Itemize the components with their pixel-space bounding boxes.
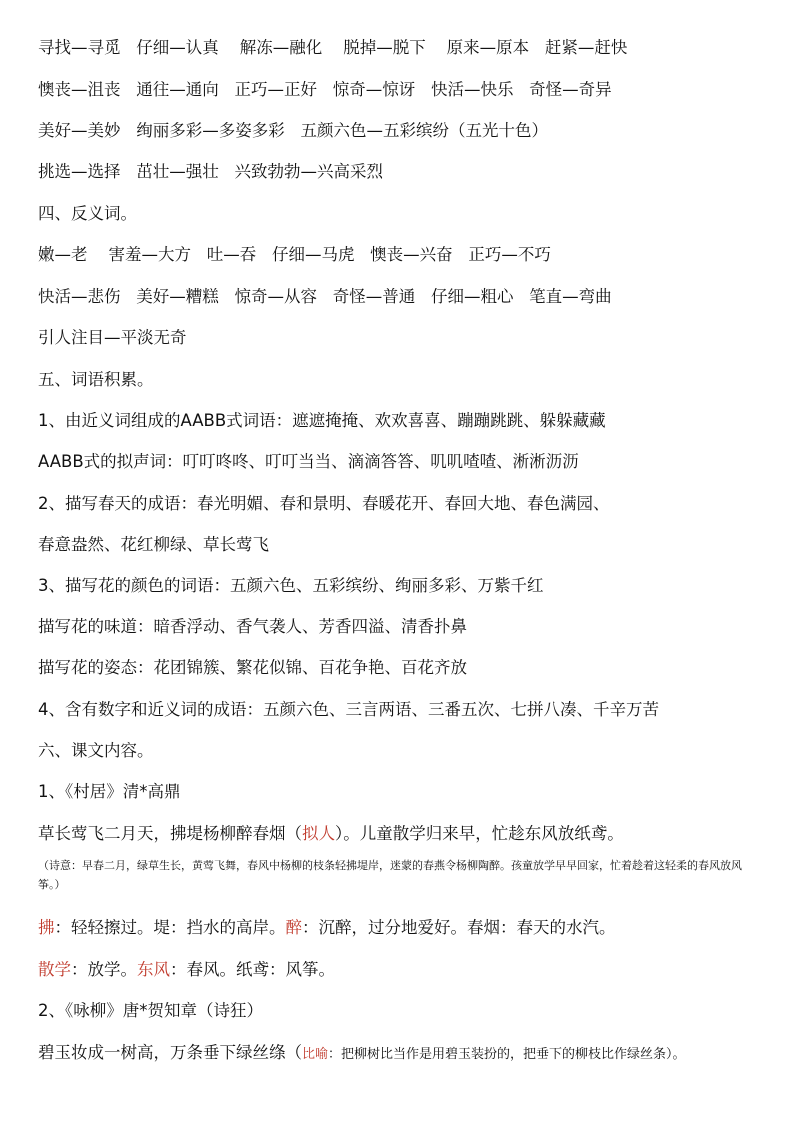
text: 1、由近义词组成的AABB式词语：遮遮掩掩、欢欢喜喜、蹦蹦跳跳、躲躲藏藏 xyxy=(38,411,606,430)
vocab-line-7 xyxy=(38,656,784,680)
rhetoric-label: 比喻 xyxy=(302,1047,329,1062)
text: 描写花的味道：暗香浮动、香气袭人、芳香四溢、清香扑鼻 xyxy=(38,617,467,636)
section-heading-lessons xyxy=(38,739,784,763)
text: 2、《咏柳》唐*贺知章（诗狂） xyxy=(38,1001,263,1020)
text: ：放学。 xyxy=(71,960,137,979)
vocab-line-1 xyxy=(38,409,784,433)
antonym-line-2 xyxy=(38,285,784,309)
synonym-line-1 xyxy=(38,36,784,60)
glossary-line-2 xyxy=(38,958,784,982)
synonym-line-3 xyxy=(38,119,784,143)
rhetoric-label: 拟人 xyxy=(302,824,335,843)
vocab-line-3 xyxy=(38,492,784,516)
text: ：沉醉，过分地爱好。春烟：春天的水汽。 xyxy=(302,918,616,937)
vocab-line-2 xyxy=(38,450,784,474)
text: 美好—美妙 绚丽多彩—多姿多彩 五颜六色—五彩缤纷（五光十色） xyxy=(38,121,548,140)
vocab-line-6 xyxy=(38,615,784,639)
text: 寻找—寻觅 仔细—认真 解冻—融化 脱掉—脱下 原来—原本 赶紧—赶快 xyxy=(38,38,628,57)
poem-text-1 xyxy=(38,822,784,846)
vocab-line-4 xyxy=(38,533,784,557)
text: 碧玉妆成一树高，万条垂下绿丝绦（ xyxy=(38,1043,302,1062)
text: 五、词语积累。 xyxy=(38,370,154,389)
vocab-line-8 xyxy=(38,698,784,722)
synonym-line-4 xyxy=(38,160,784,184)
section-heading-vocabulary xyxy=(38,368,784,392)
text: 挑选—选择 茁壮—强壮 兴致勃勃—兴高采烈 xyxy=(38,162,383,181)
poem-title-2 xyxy=(38,999,784,1023)
text: 草长莺飞二月天，拂堤杨柳醉春烟（ xyxy=(38,824,302,843)
text: 懊丧—沮丧 通往—通向 正巧—正好 惊奇—惊讶 快活—快乐 奇怪—奇异 xyxy=(38,80,612,99)
text: ：把柳树比当作是用碧玉装扮的，把垂下的柳枝比作绿丝条）。 xyxy=(328,1047,686,1062)
text: ：轻轻擦过。堤：挡水的高岸。 xyxy=(54,918,286,937)
text: 四、反义词。 xyxy=(38,204,137,223)
glossary-term: 散学 xyxy=(38,960,71,979)
text: 快活—悲伤 美好—糟糕 惊奇—从容 奇怪—普通 仔细—粗心 笔直—弯曲 xyxy=(38,287,612,306)
antonym-line-1 xyxy=(38,243,784,267)
section-heading-antonyms xyxy=(38,202,784,226)
text: 1、《村居》清*高鼎 xyxy=(38,782,181,801)
glossary-term: 醉 xyxy=(285,918,302,937)
text: 4、含有数字和近义词的成语：五颜六色、三言两语、三番五次、七拼八凑、千辛万苦 xyxy=(38,700,659,719)
text: 春意盎然、花红柳绿、草长莺飞 xyxy=(38,535,269,554)
vocab-line-5 xyxy=(38,574,784,598)
text: AABB式的拟声词：叮叮咚咚、叮叮当当、滴滴答答、叽叽喳喳、淅淅沥沥 xyxy=(38,452,579,471)
text: ：春风。纸鸢：风筝。 xyxy=(170,960,335,979)
text: 引人注目—平淡无奇 xyxy=(38,328,187,347)
text: 3、描写花的颜色的词语：五颜六色、五彩缤纷、绚丽多彩、万紫千红 xyxy=(38,576,544,595)
glossary-line-1 xyxy=(38,916,784,940)
poem-title-1 xyxy=(38,780,784,804)
synonym-line-2 xyxy=(38,78,784,102)
text: 六、课文内容。 xyxy=(38,741,154,760)
text: 2、描写春天的成语：春光明媚、春和景明、春暖花开、春回大地、春色满园、 xyxy=(38,494,610,513)
text: 嫩—老 害羞—大方 吐—吞 仔细—马虎 懊丧—兴奋 正巧—不巧 xyxy=(38,245,551,264)
text: 描写花的姿态：花团锦簇、繁花似锦、百花争艳、百花齐放 xyxy=(38,658,467,677)
glossary-term: 东风 xyxy=(137,960,170,979)
text: ）。儿童散学归来早，忙趁东风放纸鸢。 xyxy=(335,824,624,843)
poem-text-2 xyxy=(38,1041,784,1067)
poem-meaning-note: （诗意：早春二月，绿草生长，黄莺飞舞，春风中杨柳的枝条轻拂堤岸，迷蒙的春燕令杨柳陶醉。孩童放学早早回家，忙着趁着这轻柔的春风放风筝。） xyxy=(38,859,742,891)
glossary-term: 拂 xyxy=(38,918,55,937)
antonym-line-3 xyxy=(38,326,784,350)
